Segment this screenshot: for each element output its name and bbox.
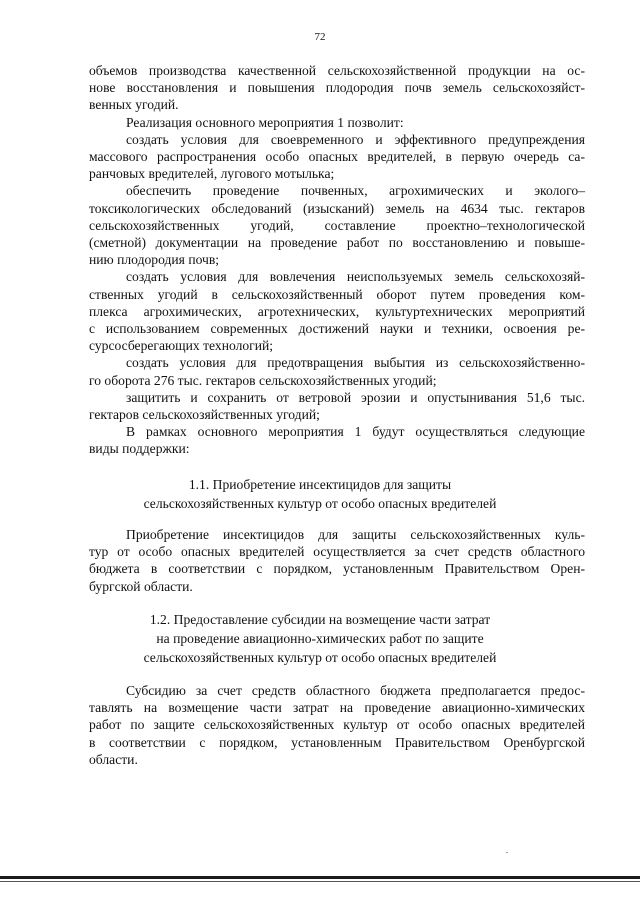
text-line: токсикологических обследований (изысканий) земель на 4634 тыс. гектаров — [89, 200, 585, 216]
section-heading-1-2 — [60, 610, 580, 667]
text-line: (сметной) документации на проведение работ по восстановлению и повыше- — [89, 235, 585, 251]
text-line: тавлять на возмещение части затрат на проведение авиационно-химических — [89, 700, 585, 716]
scan-speck — [506, 852, 508, 853]
paragraph-soil-surveys — [89, 182, 585, 268]
text-line: сурсосберегающих технологий; — [89, 338, 274, 354]
paragraph-erosion-protection — [89, 389, 585, 423]
bottom-rule-secondary — [0, 881, 640, 882]
paragraph-unused-land — [89, 268, 585, 354]
text-line: создать условия для предотвращения выбытия из сельскохозяйственно- — [126, 355, 585, 371]
text-line: бургской области. — [89, 578, 193, 594]
text-line: с использованием современных достижений науки и техники, освоения ре- — [89, 321, 585, 337]
text-line: работ по защите сельскохозяйственных культур от особо опасных вредителей — [89, 717, 585, 733]
text-line: Приобретение инсектицидов для защиты сельскохозяйственных куль- — [126, 527, 585, 542]
text-line: ранчовых вредителей, лугового мотылька; — [89, 166, 335, 182]
section-heading-1-1 — [60, 475, 580, 513]
heading-line: сельскохозяйственных культур от особо опасных вредителей — [143, 496, 497, 511]
heading-line: сельскохозяйственных культур от особо опасных вредителей — [143, 650, 497, 665]
paragraph-subsidy — [89, 682, 585, 768]
text-line: массового распространения особо опасных вредителей, в первую очередь са- — [89, 149, 585, 165]
text-line: бюджета в соответствии с порядком, установленным Правительством Орен- — [89, 561, 585, 577]
text-line: го оборота 276 тыс. гектаров сельскохозяйственных угодий; — [89, 372, 437, 388]
text-line: венных угодий. — [89, 97, 179, 113]
text-line: сельскохозяйственных угодий, составление проектно–технологической — [89, 217, 585, 233]
text-line: плекса агрохимических, агротехнических, культуртехнических мероприятий — [89, 303, 585, 319]
text-line: защитить и сохранить от ветровой эрозии и опустынивания 51,6 тыс. — [126, 389, 585, 405]
heading-line: 1.1. Приобретение инсектицидов для защиты — [188, 477, 452, 492]
text-line: в соответствии с порядком, установленным Правительством Оренбургской — [89, 734, 585, 750]
text-line: виды поддержки: — [89, 441, 190, 457]
text-line: гектаров сельскохозяйственных угодий; — [89, 407, 320, 423]
paragraph-pest-prevention — [89, 131, 585, 183]
paragraph-support-types — [89, 423, 585, 457]
body-text-top — [89, 62, 585, 458]
text-line: объемов производства качественной сельскохозяйственной продукции на ос- — [89, 63, 585, 78]
paragraph-land-retention — [89, 354, 585, 388]
heading-line: 1.2. Предоставление субсидии на возмещение части затрат — [149, 612, 491, 627]
text-line: Субсидию за счет средств областного бюджета предполагается предос- — [126, 683, 585, 698]
body-text-section-1-2 — [89, 682, 585, 768]
text-line: области. — [89, 751, 138, 767]
paragraph-insecticides — [89, 526, 585, 595]
bottom-rule — [0, 876, 640, 879]
paragraph-implementation-intro — [89, 114, 585, 131]
text-line: создать условия для своевременного и эффективного предупреждения — [126, 131, 585, 147]
paragraph-production — [89, 62, 585, 114]
text-line: тур от особо опасных вредителей осуществляется за счет средств областного — [89, 544, 585, 560]
body-text-section-1-1 — [89, 526, 585, 595]
text-line: обеспечить проведение почвенных, агрохимических и эколого– — [126, 183, 585, 199]
text-line: создать условия для вовлечения неиспользуемых земель сельскохозяй- — [126, 269, 585, 285]
text-line: В рамках основного мероприятия 1 будут осуществляться следующие — [126, 424, 585, 440]
text-line: нию плодородия почв; — [89, 252, 220, 268]
page-number: 72 — [314, 31, 326, 43]
heading-line: на проведение авиационно-химических работ по защите — [156, 631, 484, 646]
text-line: нове восстановления и повышения плодородия почв земель сельскохозяйст- — [89, 80, 585, 96]
text-line: ственных угодий в сельскохозяйственный оборот путем проведения ком- — [89, 286, 585, 302]
text-line: Реализация основного мероприятия 1 позволит: — [126, 114, 404, 130]
